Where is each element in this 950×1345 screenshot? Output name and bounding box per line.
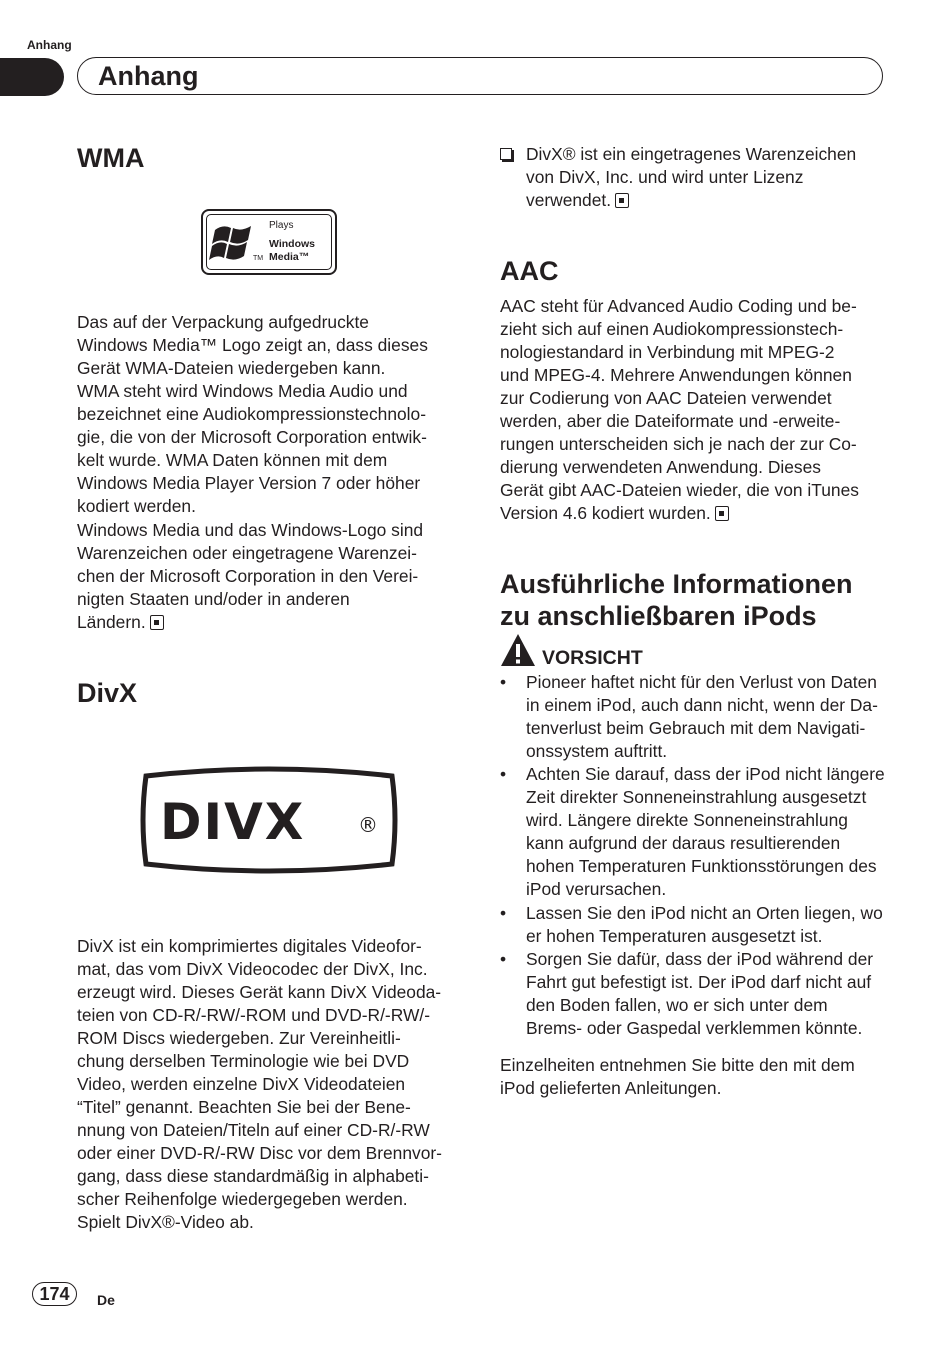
ipods-closing-paragraph: Einzelheiten entnehmen Sie bitte den mit dem iPod gelieferten Anleitungen.: [500, 1055, 855, 1098]
wma-logo-media: Media™: [269, 251, 310, 263]
wma-logo-windows: Windows: [269, 238, 315, 250]
divx-logo: [136, 766, 402, 874]
windows-flag-icon: [209, 218, 257, 262]
aac-paragraph: AAC steht für Advanced Audio Coding und be- zieht sich auf einen Audiokompressionstech- nologiestandard in Verbindung mit MPEG-2 und MPEG-4. Mehrere Anwendungen können zur Codierung von AAC Dateien verwendet werden, aber die Dateiformate und -erweite- rungen unterscheiden sich je nach der zur Co- dierung verwendeten Anwendung. Dieses Gerät gibt AAC-Dateien wieder, die von iTunes Version 4.6 kodiert wurden.: [500, 296, 859, 523]
caution-bullet-4: • Sorgen Sie dafür, dass der iPod während der Fahrt gut befestigt ist. Der iPod darf nicht auf den Boden fallen, wo er sich unter dem Brems- oder Gaspedal verklemmen könnte.: [500, 949, 874, 1038]
wma-paragraph-2: Windows Media und das Windows-Logo sind Warenzeichen oder eingetragene Warenzei- chen der Microsoft Corporation in den Verei- nigten Staaten und/oder in anderen Ländern.: [77, 520, 424, 632]
bullet-icon: •: [500, 764, 507, 784]
caution-bullet-3: • Lassen Sie den iPod nicht an Orten liegen, wo er hohen Temperaturen ausgesetzt ist.: [500, 903, 883, 946]
divx-heading: DivX: [77, 678, 138, 708]
end-mark-icon: [150, 615, 164, 630]
bullet-icon: •: [500, 949, 507, 969]
caution-bullet-1: • Pioneer haftet nicht für den Verlust von Daten in einem iPod, auch dann nicht, wenn der Da- tenverlust beim Gebrauch mit dem Navigati- onssystem auftritt.: [500, 672, 878, 761]
divx-paragraph: DivX ist ein komprimiertes digitales Videofor- mat, das vom DivX Videocodec der DivX, Inc. erzeugt wird. Dieses Gerät kann DivX Videoda- teien von CD-R/-RW/-ROM und DVD-R/-RW/- ROM Discs wiedergeben. Zur Vereinheitli- chung derselben Terminologie wie bei DVD Video, werden einzelne DivX Videodateien “Titel” genannt. Beachten Sie bei der Bene- nnung von Dateien/Titeln auf einer CD-R/-RW oder einer DVD-R/-RW Disc vor dem Brennvor- gang, dass diese standardmäßig in alphabeti- scher Reihenfolge wiedergegeben werden. Spielt DivX®-Video ab.: [77, 936, 442, 1232]
ipods-heading-line-1: Ausführliche Informationen: [500, 569, 853, 599]
checkbox-bullet-icon: [500, 148, 512, 160]
bullet-icon: •: [500, 903, 507, 923]
end-mark-icon: [615, 193, 629, 208]
windows-media-logo: [201, 209, 337, 275]
section-title: Anhang: [98, 61, 199, 91]
wma-logo-plays: Plays: [269, 220, 294, 231]
divx-logo-registered: ®: [358, 813, 378, 837]
section-title-bar: [77, 57, 883, 95]
bullet-icon: •: [500, 672, 507, 692]
divx-logo-text: DIVX: [160, 793, 306, 851]
aac-heading: AAC: [500, 256, 559, 286]
wma-logo-tm: TM: [253, 255, 264, 262]
caution-bullet-2: • Achten Sie darauf, dass der iPod nicht längere Zeit direkter Sonneneinstrahlung ausgesetzt wird. Längere direkte Sonneneinstrahlung kann aufgrund der daraus resultierenden hohen Temperaturen Funktionsstörungen des iPod verursachen.: [500, 764, 885, 899]
wma-paragraph-1: Das auf der Verpackung aufgedruckte Windows Media™ Logo zeigt an, dass dieses Gerät WMA-Dateien wiedergeben kann. WMA steht wird Windows Media Audio und bezeichnet eine Audiokompressionstechnolo- gie, die von der Microsoft Corporation entwik- kelt wurde. WMA Daten können mit dem Windows Media Player Version 7 oder höher kodiert werden.: [77, 312, 428, 516]
warning-triangle-icon: [500, 633, 536, 667]
caution-label: VORSICHT: [542, 647, 643, 669]
end-mark-icon: [715, 506, 729, 521]
running-head: Anhang: [27, 38, 72, 52]
page-language: De: [97, 1292, 115, 1308]
section-tab-marker: [0, 58, 64, 96]
ipods-heading-line-2: zu anschließbaren iPods: [500, 601, 817, 631]
wma-heading: WMA: [77, 143, 145, 173]
page-number: 174: [32, 1282, 77, 1306]
divx-trademark-note: DivX® ist ein eingetragenes Warenzeichen von DivX, Inc. und wird unter Lizenz verwendet.: [500, 143, 890, 212]
